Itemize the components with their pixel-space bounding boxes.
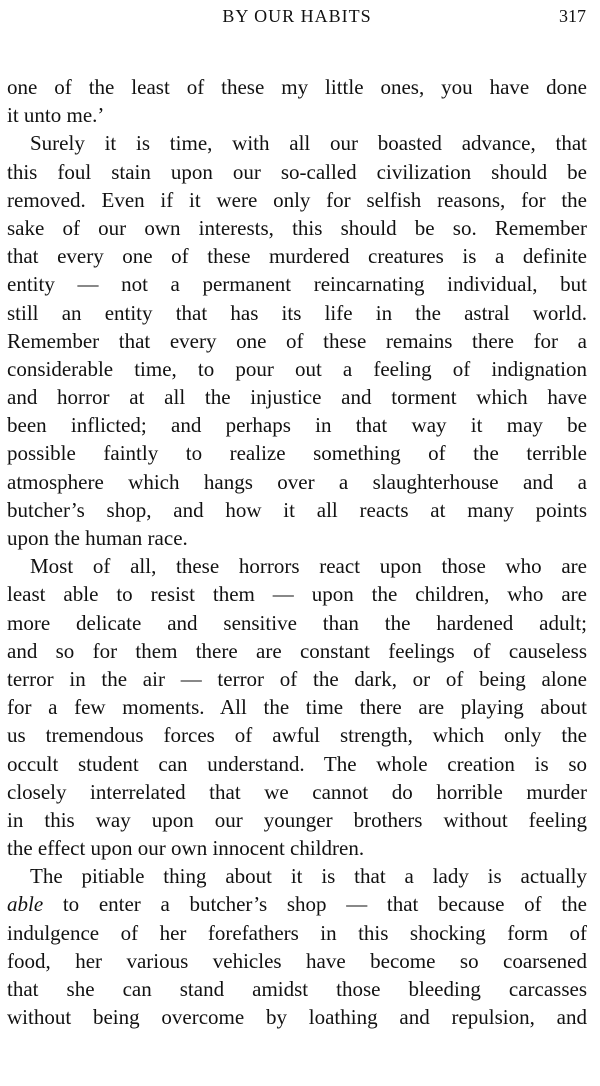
text-line: Remember that every one of these remains there for a [7, 328, 587, 353]
page-number: 317 [559, 6, 586, 26]
text-line: considerable time, to pour out a feeling of indignation [7, 356, 587, 381]
text-line: this foul stain upon our so-called civilization should be [7, 159, 587, 184]
text-line: still an entity that has its life in the astral world. [7, 300, 587, 325]
text-line: sake of our own interests, this should be so. Remember [7, 215, 587, 240]
text-line-rest: to enter a butcher’s shop — that because of the [62, 892, 587, 917]
emphasized-word: able [7, 892, 44, 917]
text-line: butcher’s shop, and how it all reacts at many points [7, 497, 587, 522]
text-line: terror in the air — terror of the dark, or of being alone [7, 666, 587, 691]
text-line: and horror at all the injustice and torment which have [7, 385, 587, 410]
body-text [7, 73, 587, 1031]
running-title: BY OUR HABITS [222, 6, 372, 26]
text-line: closely interrelated that we cannot do horrible murder [7, 779, 587, 804]
text-line: occult student can understand. The whole creation is so [7, 751, 587, 776]
text-line: more delicate and sensitive than the hardened adult; [7, 610, 587, 635]
text-line: for a few moments. All the time there are playing about [7, 695, 587, 720]
text-line [7, 890, 587, 918]
paragraph [7, 73, 587, 129]
text-line: possible faintly to realize something of the terrible [7, 441, 587, 466]
text-line: that she can stand amidst those bleeding carcasses [7, 977, 587, 1001]
text-line: Surely it is time, with all our boasted advance, that [30, 131, 587, 156]
text-line: entity — not a permanent reincarnating individual, but [7, 272, 587, 297]
text-line: been inflicted; and perhaps in that way it may be [7, 413, 587, 438]
text-line: that every one of these murdered creatures is a definite [7, 244, 587, 269]
paragraph [7, 552, 587, 862]
text-line: us tremendous forces of awful strength, which only the [7, 723, 587, 748]
text-line: indulgence of her forefathers in this shocking form of [7, 920, 587, 945]
text-line: food, her various vehicles have become so coarsened [7, 948, 587, 973]
text-line: the effect upon our own innocent children. [7, 836, 365, 861]
text-line: in this way upon our younger brothers without feeling [7, 807, 587, 832]
text-line: upon the human race. [7, 526, 188, 550]
text-line: Most of all, these horrors react upon those who are [30, 554, 587, 579]
text-line: least able to resist them — upon the children, who are [7, 582, 587, 607]
text-line: atmosphere which hangs over a slaughterhouse and a [7, 469, 587, 494]
text-line: one of the least of these my little ones, you have done [7, 75, 587, 99]
text-line: without being overcome by loathing and repulsion, and [7, 1005, 587, 1030]
paragraph [7, 129, 587, 552]
text-line: The pitiable thing about it is that a lady is actually [30, 864, 587, 889]
text-line: and so for them there are constant feelings of causeless [7, 638, 587, 663]
text-line: removed. Even if it were only for selfish reasons, for the [7, 187, 587, 212]
text-line: it unto me.’ [7, 103, 105, 128]
paragraph [7, 862, 587, 1031]
running-header [8, 4, 586, 30]
